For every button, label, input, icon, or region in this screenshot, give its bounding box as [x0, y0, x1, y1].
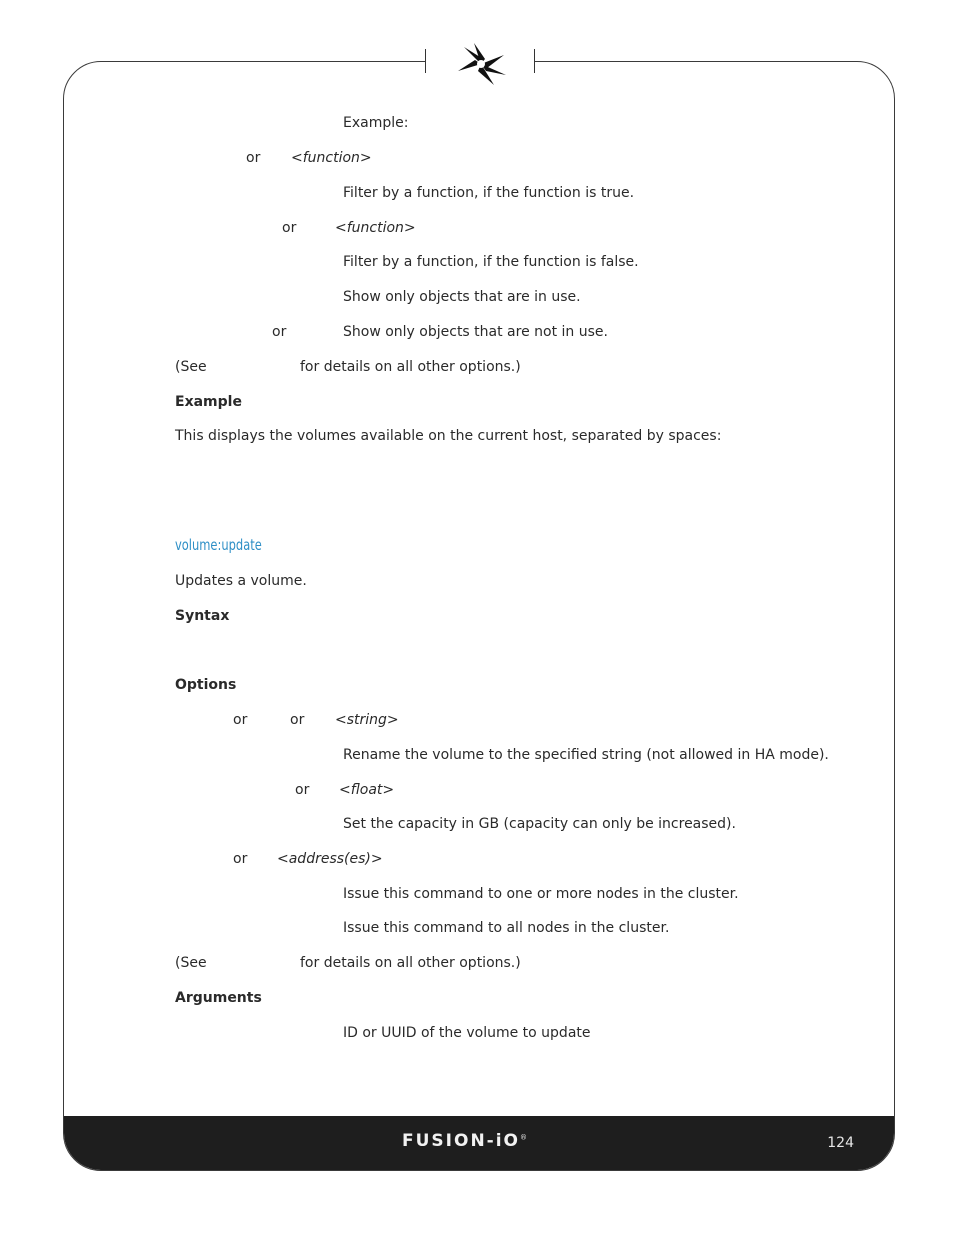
example-text: This displays the volumes available on the current host, separated by spaces: [175, 428, 722, 444]
node-option-desc: Issue this command to one or more nodes in the cluster. [343, 886, 739, 902]
syntax-heading: Syntax [175, 608, 230, 624]
see-note-prefix: (See [175, 359, 207, 375]
name-option-or-1: or [233, 712, 248, 728]
see-note-suffix-2: for details on all other options.) [300, 955, 521, 971]
arguments-heading: Arguments [175, 990, 262, 1006]
node-option-or: or [233, 851, 248, 867]
footer-brand-logo: FUSION-iO® [402, 1131, 527, 1151]
header-divider-left [425, 49, 426, 73]
not-in-use-desc: Show only objects that are not in use. [343, 324, 608, 340]
see-note-prefix-2: (See [175, 955, 207, 971]
filter-false-arg: <function> [335, 220, 416, 236]
page-number: 124 [827, 1135, 854, 1151]
node-option-arg: <address(es)> [277, 851, 383, 867]
not-in-use-or: or [272, 324, 287, 340]
example-label: Example: [343, 115, 409, 131]
page-footer [64, 1116, 894, 1170]
fusion-io-star-icon [454, 41, 508, 87]
size-option-arg: <float> [339, 782, 395, 798]
filter-true-or: or [246, 150, 261, 166]
argument-desc: ID or UUID of the volume to update [343, 1025, 591, 1041]
filter-false-or: or [282, 220, 297, 236]
section-title-volume-update: volume:update [175, 536, 262, 554]
name-option-desc: Rename the volume to the specified string (not allowed in HA mode). [343, 747, 829, 763]
volume-update-description: Updates a volume. [175, 573, 307, 589]
size-option-or: or [295, 782, 310, 798]
header-divider-right [534, 49, 535, 73]
name-option-or-2: or [290, 712, 305, 728]
all-option-desc: Issue this command to all nodes in the cluster. [343, 920, 670, 936]
filter-true-desc: Filter by a function, if the function is true. [343, 185, 635, 201]
size-option-desc: Set the capacity in GB (capacity can only be increased). [343, 816, 736, 832]
see-note-suffix: for details on all other options.) [300, 359, 521, 375]
name-option-arg: <string> [335, 712, 399, 728]
filter-true-arg: <function> [291, 150, 372, 166]
in-use-desc: Show only objects that are in use. [343, 289, 581, 305]
filter-false-desc: Filter by a function, if the function is false. [343, 254, 639, 270]
example-heading: Example [175, 394, 242, 410]
options-heading: Options [175, 677, 237, 693]
